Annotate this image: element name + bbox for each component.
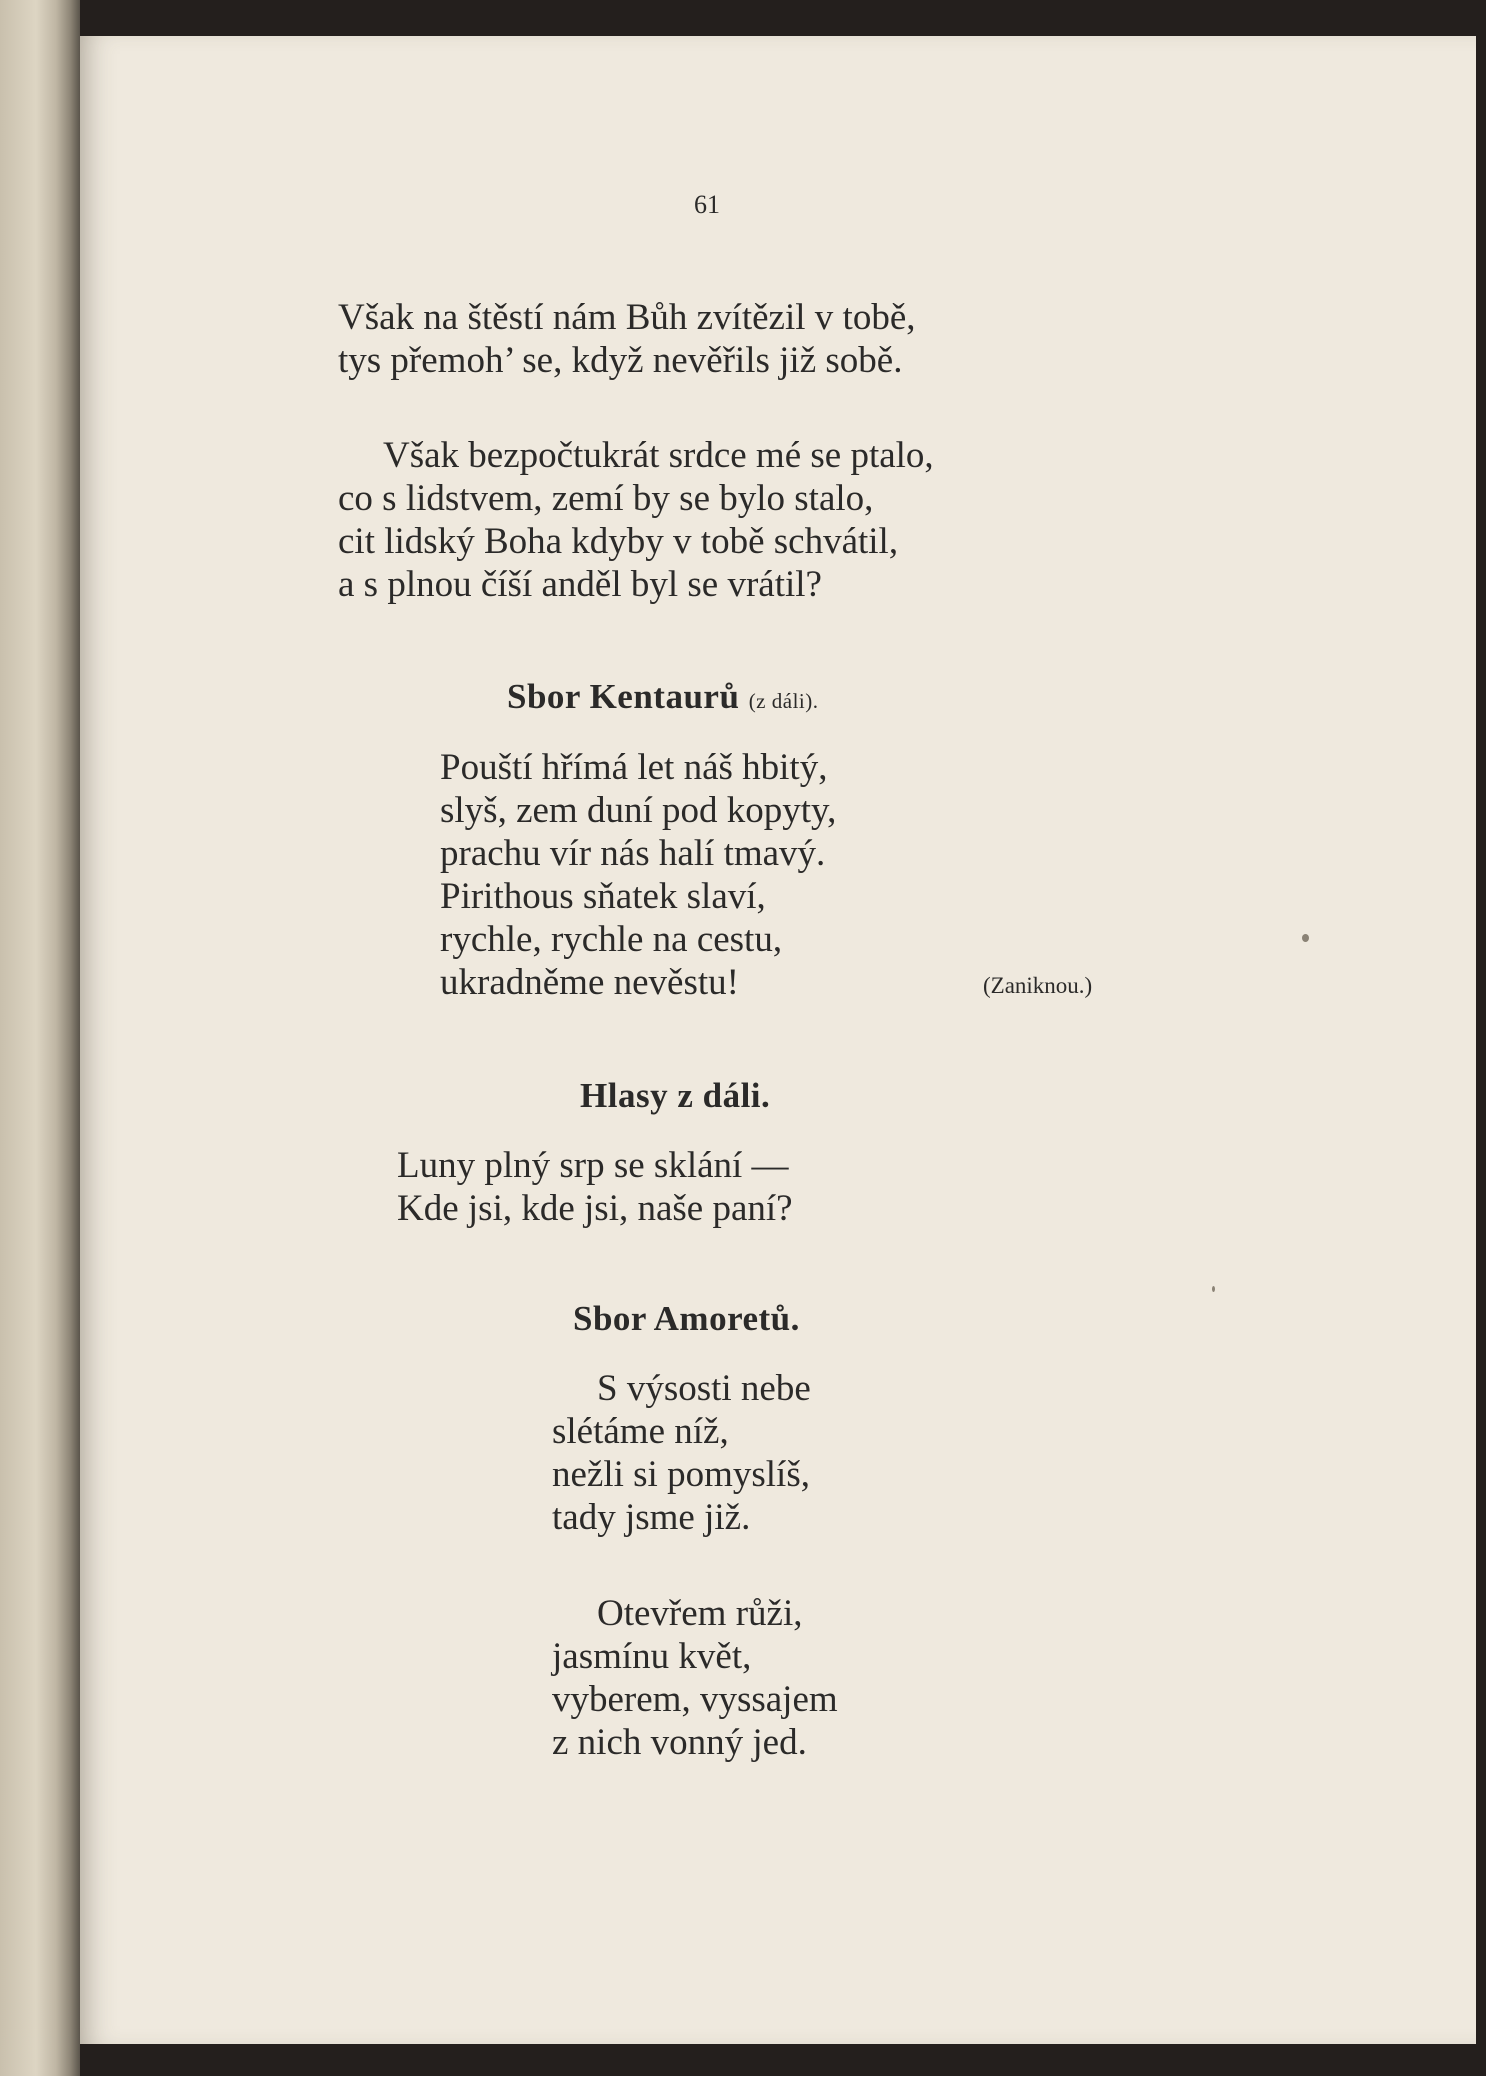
stanza-amoretu-1: [552, 1367, 811, 1539]
verse-line: Otevřem růži,: [597, 1593, 803, 1634]
verse-line: slétáme níž,: [552, 1411, 729, 1452]
verse-line: Pirithous sňatek slaví,: [440, 876, 766, 917]
verse-line: Však bezpočtukrát srdce mé se ptalo,: [383, 435, 934, 476]
verse-line: rychle, rychle na cestu,: [440, 919, 783, 960]
stage-direction: (Zaniknou.): [983, 973, 1093, 998]
verse-line: ukradněme nevěstu!: [440, 962, 739, 1003]
verse-line: Však na štěstí nám Bůh zvítězil v tobě,: [338, 297, 916, 338]
stanza-kentauru: [440, 746, 836, 1004]
verse-line: nežli si pomyslíš,: [552, 1454, 810, 1495]
verse-line: S výsosti nebe: [597, 1368, 811, 1409]
speaker-note: (z dáli).: [748, 689, 819, 713]
verse-line: slyš, zem duní pod kopyty,: [440, 790, 837, 831]
stanza-hlasy: [397, 1144, 793, 1230]
stanza-amoretu-2: [552, 1592, 838, 1764]
verse-line: prachu vír nás halí tmavý.: [440, 833, 826, 874]
stanza-2: [338, 434, 934, 606]
scan-speck: [1302, 934, 1309, 942]
verse-line: jasmínu květ,: [552, 1636, 752, 1677]
verse-line: co s lidstvem, zemí by se bylo stalo,: [338, 478, 874, 519]
speaker-heading-amoretu: Sbor Amoretů.: [573, 1299, 800, 1338]
speaker-heading-kentauru: [507, 677, 818, 717]
speaker-name: Sbor Kentaurů: [507, 677, 740, 716]
verse-line: tys přemoh’ se, když nevěřils již sobě.: [338, 340, 903, 381]
stanza-1: [338, 296, 916, 382]
verse-line: Kde jsi, kde jsi, naše paní?: [397, 1188, 793, 1229]
verse-line: Pouští hřímá let náš hbitý,: [440, 747, 828, 788]
verse-line: cit lidský Boha kdyby v tobě schvátil,: [338, 521, 899, 562]
scan-speck: [1212, 1286, 1215, 1292]
verse-line: a s plnou číší anděl byl se vrátil?: [338, 564, 822, 605]
speaker-heading-hlasy: Hlasy z dáli.: [580, 1076, 771, 1115]
verse-line: Luny plný srp se sklání —: [397, 1145, 789, 1186]
verse-line: tady jsme již.: [552, 1497, 751, 1538]
facing-page-edge: [0, 0, 80, 2076]
page-number: 61: [694, 190, 720, 219]
verse-line: vyberem, vyssajem: [552, 1679, 838, 1720]
verse-line: z nich vonný jed.: [552, 1722, 807, 1763]
